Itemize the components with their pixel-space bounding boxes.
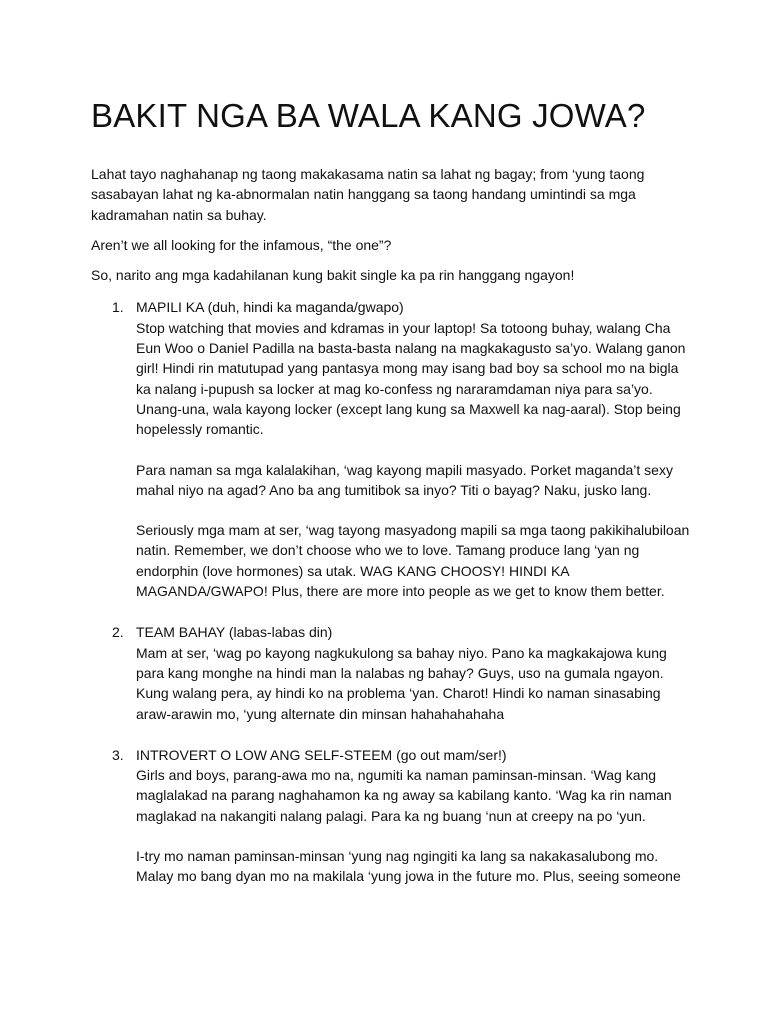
list-paragraph: Para naman sa mga kalalakihan, ‘wag kayong mapili masyado. Porket maganda’t sexy mahal niyo na agad? Ano ba ang tumitibok sa inyo? Titi o bayag? Naku, jusko lang. xyxy=(136,461,673,498)
list-paragraph: I-try mo naman paminsan-minsan ‘yung nag ngingiti ka lang sa nakakasalubong mo. Malay mo bang dyan mo na makilala ‘yung jowa in the future mo. Plus, seeing someone xyxy=(136,848,681,885)
document-body xyxy=(91,164,691,908)
list-paragraph: Girls and boys, parang-awa mo na, ngumiti ka naman paminsan-minsan. ‘Wag kang maglalakad na parang naghahamon ka ng away sa kabilang kanto. ‘Wag ka rin naman maglakad na nakangiti nalang palagi. Para ka ng buang ‘nun at creepy na po ‘yun. xyxy=(136,767,672,824)
document-title: BAKIT NGA BA WALA KANG JOWA? xyxy=(91,97,646,134)
intro-question: Aren’t we all looking for the infamous, “the one”? xyxy=(91,236,392,253)
list-item xyxy=(91,622,691,723)
list-item xyxy=(91,297,691,601)
list-number: 2. xyxy=(112,624,124,641)
list-number: 3. xyxy=(112,746,124,763)
reasons-list xyxy=(91,297,691,886)
list-paragraph: Stop watching that movies and kdramas in your laptop! Sa totoong buhay, walang Cha Eun Woo o Daniel Padilla na basta-basta nalang na magkakagusto sa’yo. Walang ganon girl! Hindi rin matutupad yang pantasya mong may isang bad boy sa school mo na bigla ka nalang i-pupush sa locker at mag ko-confess ng nararamdaman niya para sa’yo. Unang-una, wala kayong locker (except lang kung sa Maxwell ka nag-aaral). Stop being hopelessly romantic. xyxy=(136,319,686,438)
list-paragraph: Seriously mga mam at ser, ‘wag tayong masyadong mapili sa mga taong pakikihalubiloan natin. Remember, we don’t choose who we to love. Tamang produce lang ‘yan ng endorphin (love hormones) sa utak. WAG KANG CHOOSY! HINDI KA MAGANDA/GWAPO! Plus, there are more into people as we get to know them better. xyxy=(136,522,690,600)
list-item xyxy=(91,745,691,887)
list-number: 1. xyxy=(112,299,124,316)
list-heading: TEAM BAHAY (labas-labas din) xyxy=(136,624,333,641)
list-paragraph: Mam at ser, ‘wag po kayong nagkukulong sa bahay niyo. Pano ka magkakajowa kung para kang monghe na hindi man la nalabas ng bahay? Guys, uso na gumala ngayon. Kung walang pera, ay hindi ko na problema ‘yan. Charot! Hindi ko naman sinasabing araw-arawin mo, ‘yung alternate din minsan hahahahahaha xyxy=(136,644,667,722)
list-heading: MAPILI KA (duh, hindi ka maganda/gwapo) xyxy=(136,299,404,316)
list-heading: INTROVERT O LOW ANG SELF-STEEM (go out mam/ser!) xyxy=(136,746,507,763)
intro-lead: So, narito ang mga kadahilanan kung bakit single ka pa rin hanggang ngayon! xyxy=(91,267,575,284)
intro-paragraph: Lahat tayo naghahanap ng taong makakasama natin sa lahat ng bagay; from ‘yung taong sasabayan lahat ng ka-abnormalan natin hanggang sa taong handang umintindi sa mga kadramahan natin sa buhay. xyxy=(91,166,645,223)
